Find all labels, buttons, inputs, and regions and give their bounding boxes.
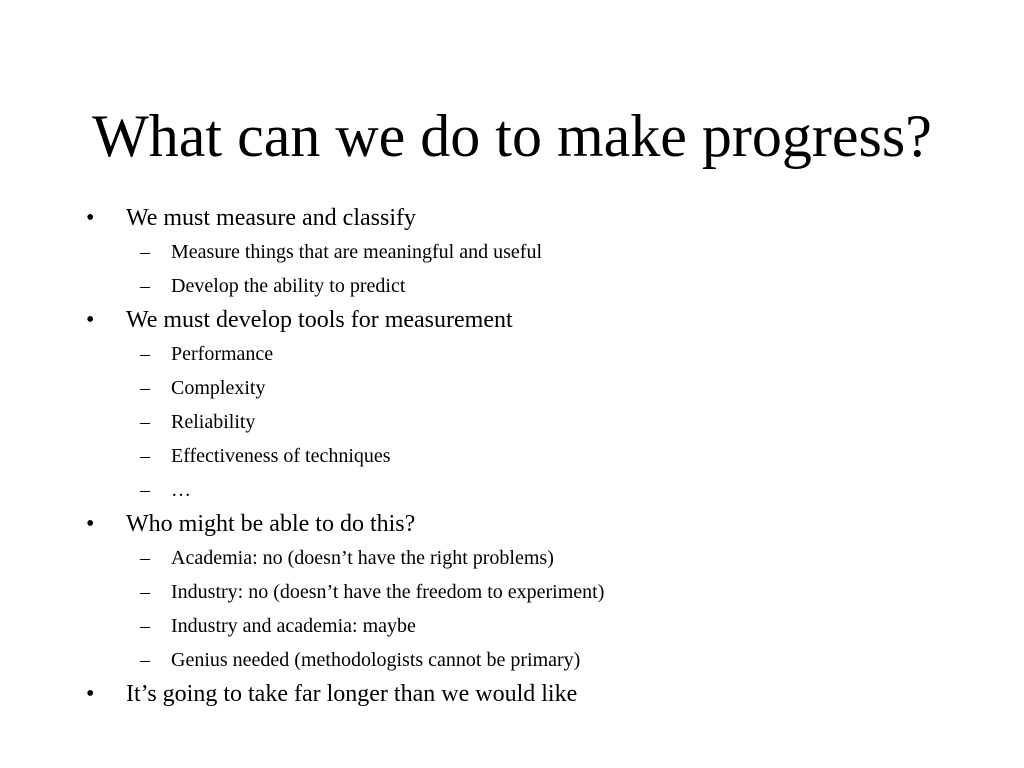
sub-item-text: … — [171, 479, 191, 501]
dash-icon: – — [140, 615, 150, 637]
sub-item — [126, 371, 604, 405]
dash-icon: – — [140, 411, 150, 433]
bullet-item — [86, 507, 604, 677]
sub-item-text: Effectiveness of techniques — [171, 445, 391, 467]
sub-item-text: Reliability — [171, 411, 256, 433]
bullet-icon: • — [86, 511, 95, 537]
dash-icon: – — [140, 445, 150, 467]
dash-icon: – — [140, 581, 150, 603]
sub-item-text: Develop the ability to predict — [171, 275, 406, 297]
bullet-item — [86, 201, 604, 303]
bullet-row — [86, 201, 604, 235]
bullet-text: We must measure and classify — [126, 205, 416, 231]
dash-icon: – — [140, 343, 150, 365]
sub-item — [126, 575, 604, 609]
sub-item-text: Industry: no (doesn’t have the freedom to experiment) — [171, 581, 605, 603]
bullet-icon: • — [86, 681, 95, 707]
sub-item — [126, 269, 604, 303]
sub-list — [126, 541, 604, 677]
sub-list — [126, 337, 604, 507]
slide-title: What can we do to make progress? — [92, 103, 932, 169]
sub-item-text: Industry and academia: maybe — [171, 615, 416, 637]
bullet-icon: • — [86, 307, 95, 333]
bullet-icon: • — [86, 205, 95, 231]
dash-icon: – — [140, 649, 150, 671]
dash-icon: – — [140, 241, 150, 263]
sub-item-text: Measure things that are meaningful and useful — [171, 241, 542, 263]
dash-icon: – — [140, 479, 150, 501]
sub-item — [126, 405, 604, 439]
sub-item — [126, 235, 604, 269]
sub-item-text: Academia: no (doesn’t have the right problems) — [171, 547, 554, 569]
dash-icon: – — [140, 275, 150, 297]
bullet-item — [86, 677, 604, 711]
bullet-item — [86, 303, 604, 507]
bullet-row — [86, 303, 604, 337]
sub-item — [126, 643, 604, 677]
sub-item — [126, 473, 604, 507]
sub-item-text: Performance — [171, 343, 274, 365]
sub-item — [126, 609, 604, 643]
sub-item-text: Complexity — [171, 377, 266, 399]
sub-list — [126, 235, 604, 303]
sub-item — [126, 337, 604, 371]
dash-icon: – — [140, 547, 150, 569]
dash-icon: – — [140, 377, 150, 399]
sub-item-text: Genius needed (methodologists cannot be primary) — [171, 649, 581, 671]
bullet-row — [86, 507, 604, 541]
bullet-text: Who might be able to do this? — [126, 511, 416, 537]
bullet-text: It’s going to take far longer than we would like — [126, 681, 578, 707]
bullet-text: We must develop tools for measurement — [126, 307, 513, 333]
sub-item — [126, 439, 604, 473]
sub-item — [126, 541, 604, 575]
bullet-row — [86, 677, 604, 711]
bullet-list — [86, 201, 604, 711]
